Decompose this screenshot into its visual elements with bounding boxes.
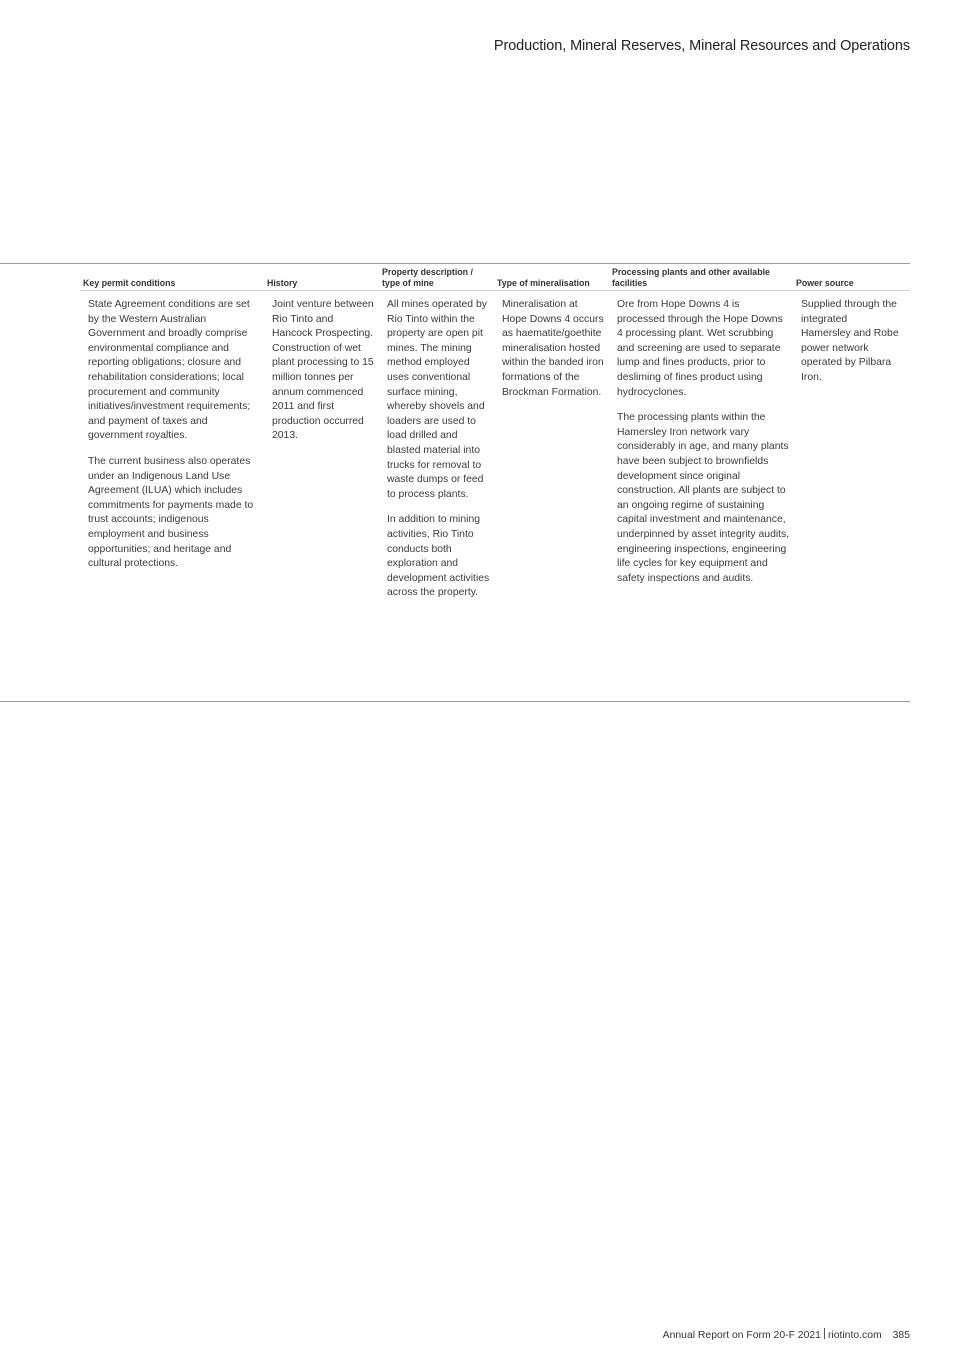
column-heading [612, 263, 792, 289]
paragraph: Supplied through the integrated Hamersley and Robe power network operated by Pilbara Iron. [801, 299, 899, 383]
heading-line-2: Type of mineralisation [497, 278, 590, 288]
paragraph: The processing plants within the Hamersley Iron network vary considerably in age, and many plants have been subject to brownfields development since original construction. All plants are subject to an ongoing regime of sustaining capital investment and maintenance, underpinned by asset integrity audits, engineering inspections, engineering life cycles for key equipment and safety inspections and audits. [617, 412, 790, 584]
heading-line-2: Key permit conditions [83, 278, 176, 288]
footer-separator [824, 1328, 825, 1339]
heading-line-1: Processing plants and other available [612, 267, 770, 277]
column-heading [382, 263, 492, 289]
table-bottom-rule [0, 701, 910, 702]
column-body [617, 298, 790, 597]
heading-line-2: facilities [612, 278, 648, 288]
footer-report-title: Annual Report on Form 20-F 2021 [662, 1330, 821, 1341]
column-heading [267, 263, 377, 289]
paragraph: All mines operated by Rio Tinto within the property are open pit mines. The mining method employed uses conventional surface mining, whereby shovels and loaders are used to load drilled and blasted material into trucks for removal to waste dumps or feed to process plants. [387, 299, 487, 500]
column-body [272, 298, 376, 455]
heading-line-2: History [267, 278, 298, 288]
column-heading [796, 263, 910, 289]
header-rule [80, 290, 910, 291]
column-body [502, 298, 605, 411]
paragraph: Mineralisation at Hope Downs 4 occurs as haematite/goethite mineralisation hosted within the banded iron formations of the Brockman Formation. [502, 299, 604, 398]
column-heading [497, 263, 607, 289]
paragraph: Ore from Hope Downs 4 is processed through the Hope Downs 4 processing plant. Wet scrubbing and screening are used to separate lump and fines products, prior to desliming of fines product using hydrocyclones. [617, 299, 783, 398]
paragraph: In addition to mining activities, Rio Tinto conducts both exploration and development activities across the property. [387, 514, 490, 599]
page-number: 385 [892, 1330, 910, 1341]
column-body [88, 298, 263, 583]
paragraph: State Agreement conditions are set by the Western Australian Government and broadly comprise environmental compliance and reporting obligations; closure and rehabilitation considerations; local procurement and community initiatives/investment requirements; and payment of taxes and government royalties. [88, 299, 251, 442]
page-footer [663, 1328, 910, 1341]
column-body [387, 298, 490, 612]
column-heading [83, 263, 263, 289]
paragraph: Joint venture between Rio Tinto and Hancock Prospecting. Construction of wet plant processing to 15 million tonnes per annum commenced 2011 and first production occurred 2013. [272, 299, 374, 442]
heading-line-2: Power source [796, 278, 854, 288]
heading-line-1: Property description / [382, 267, 473, 277]
column-body [801, 298, 899, 397]
heading-line-2: type of mine [382, 278, 434, 288]
paragraph: The current business also operates under an Indigenous Land Use Agreement (ILUA) which includes commitments for payments made to trust accounts; indigenous employment and business opportunities; and heritage and cultural protections. [88, 455, 254, 570]
footer-site-link[interactable]: riotinto.com [827, 1330, 882, 1341]
page-title: Production, Mineral Reserves, Mineral Resources and Operations [493, 38, 910, 54]
